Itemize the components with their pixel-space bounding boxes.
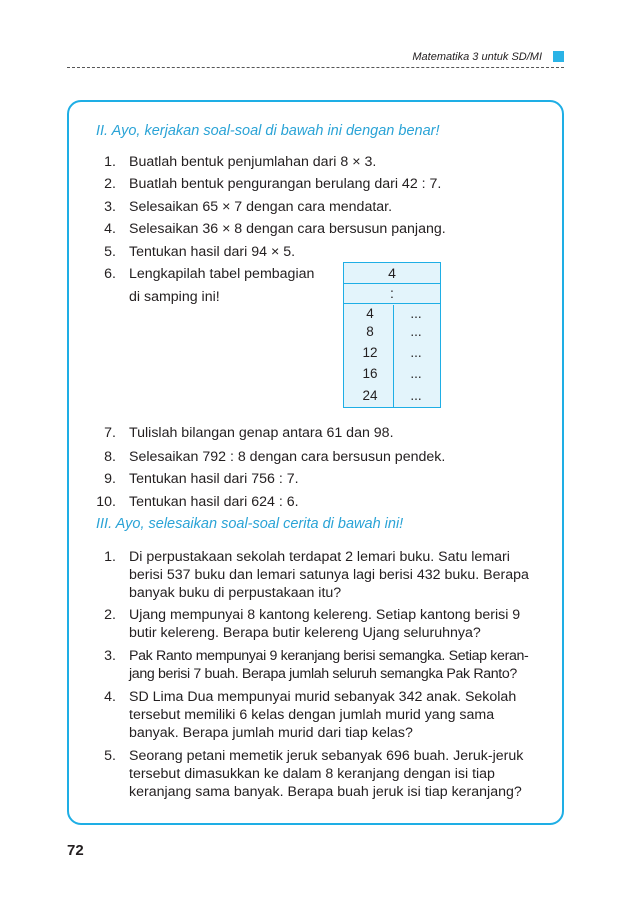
list-item: 8. Selesaikan 792 : 8 dengan cara bersusun pendek. [104,449,446,465]
table-cell: 8 [366,324,374,339]
story-item-4: 4. SD Lima Dua mempunyai murid sebanyak 342 anak. Sekolah tersebut memiliki 6 kelas dengan jumlah murid yang sama banyak. Berapa jumlah murid dari tiap kelas? [104,689,517,741]
story-item-5: 5. Seorang petani memetik jeruk sebanyak 696 buah. Jeruk-jeruk tersebut dimasukkan ke dalam 8 keranjang dengan isi tiap keranjang sama banyak. Berapa buah jeruk isi tiap keranjang? [104,748,524,800]
story-item-3: 3. Pak Ranto mempunyai 9 keranjang berisi semangka. Setiap keran- jang berisi 7 buah. Berapa jumlah seluruh semangka Pak Ranto? [104,648,529,682]
table-divisor: 4 [388,265,396,281]
list-item: 10. Tentukan hasil dari 624 : 6. [96,494,299,510]
exercise-box [67,100,564,825]
running-header [67,48,564,68]
table-operator: : [390,285,394,301]
list-item: 6. Lengkapilah tabel pembagian [104,266,315,282]
table-divider [344,283,440,284]
list-item: 2. Buatlah bentuk pengurangan berulang dari 42 : 7. [104,176,442,192]
table-cell: 4 [366,306,374,321]
story-item-1: 1. Di perpustakaan sekolah terdapat 2 lemari buku. Satu lemari berisi 537 buku dan lemari satunya lagi berisi 432 buku. Berapa banyak buku di perpustakaan itu? [104,549,529,601]
table-column-divider [393,305,394,407]
section-3-title: III. Ayo, selesaikan soal-soal cerita di bawah ini! [96,516,404,532]
header-square-icon [553,51,564,62]
table-cell: ... [410,345,422,360]
table-cell: 16 [362,366,378,381]
table-cell: ... [410,324,422,339]
list-item: 3. Selesaikan 65 × 7 dengan cara mendatar. [104,199,393,215]
table-cell: 12 [362,345,378,360]
page-number: 72 [67,842,84,859]
table-cell: ... [410,366,422,381]
table-divider [344,303,440,304]
list-item: 1. Buatlah bentuk penjumlahan dari 8 × 3. [104,154,377,170]
table-cell: 24 [362,388,378,403]
list-item: 9. Tentukan hasil dari 756 : 7. [104,471,299,487]
header-divider [67,67,564,68]
list-item-continued: di samping ini! [129,289,220,305]
division-table [343,262,441,408]
list-item: 4. Selesaikan 36 × 8 dengan cara bersusun panjang. [104,221,446,237]
section-2-title: II. Ayo, kerjakan soal-soal di bawah ini dengan benar! [96,123,440,139]
header-title: Matematika 3 untuk SD/MI [412,51,542,63]
list-item: 7. Tulislah bilangan genap antara 61 dan 98. [104,425,394,441]
list-item: 5. Tentukan hasil dari 94 × 5. [104,244,296,260]
story-item-2: 2. Ujang mempunyai 8 kantong kelereng. Setiap kantong berisi 9 butir kelereng. Berapa butir kelereng Ujang seluruhnya? [104,607,521,641]
table-cell: ... [410,306,422,321]
table-cell: ... [410,388,422,403]
